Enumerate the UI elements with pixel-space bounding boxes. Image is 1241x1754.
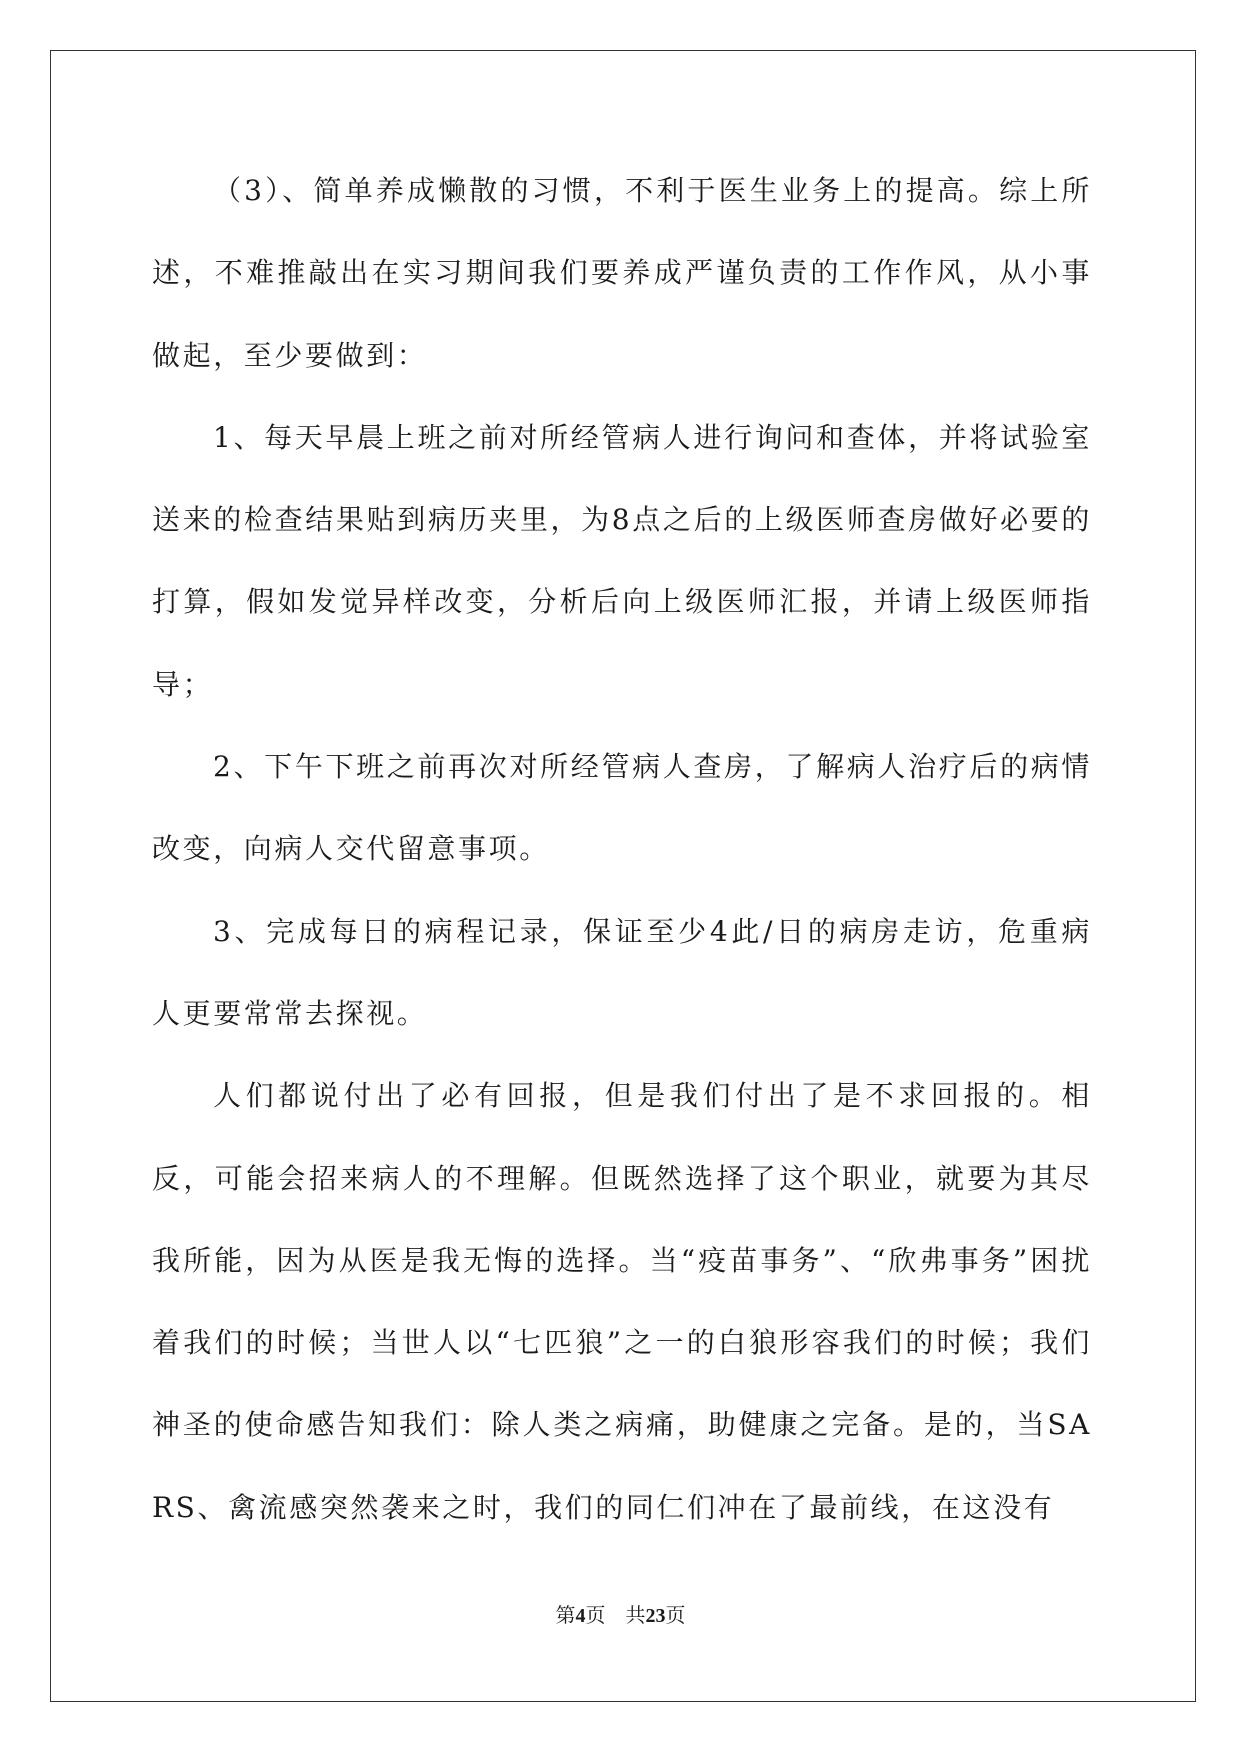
paragraph-4: 3、完成每日的病程记录，保证至少4此/日的病房走访，危重病人更要常常去探视。 (152, 914, 1092, 1030)
document-body (152, 150, 1092, 1549)
paragraph-5: 人们都说付出了必有回报，但是我们付出了是不求回报的。相反，可能会招来病人的不理解。但既然选择了这个职业，就要为其尽我所能，因为从医是我无悔的选择。当“疫苗事务”、“欣弗事务”困扰着我们的时候；当世人以“七匹狼”之一的白狼形容我们的时候；我们神圣的使命感告知我们：除人类之病痛，助健康之完备。是的，当SARS、禽流感突然袭来之时，我们的同仁们冲在了最前线，在这没有 (152, 1079, 1092, 1524)
paragraph-3: 2、下午下班之前再次对所经管病人查房，了解病人治疗后的病情改变，向病人交代留意事项。 (152, 750, 1092, 866)
paragraph-1: （3）、简单养成懒散的习惯，不利于医生业务上的提高。综上所述，不难推敲出在实习期间我们要养成严谨负责的工作作风，从小事做起，至少要做到： (152, 174, 1092, 372)
paragraph-2: 1、每天早晨上班之前对所经管病人进行询问和查体，并将试验室送来的检查结果贴到病历夹里，为8点之后的上级医师查房做好必要的打算，假如发觉异样改变，分析后向上级医师汇报，并请上级医师指导； (152, 420, 1092, 701)
footer-total-suffix: 页 (665, 1605, 686, 1627)
current-page-number: 4 (575, 1605, 586, 1627)
total-page-count: 23 (645, 1605, 666, 1627)
footer-total-prefix: 共 (625, 1605, 646, 1627)
page-footer (0, 1599, 1241, 1628)
footer-prefix: 第 (555, 1605, 576, 1627)
footer-page-suffix: 页 (585, 1605, 606, 1627)
